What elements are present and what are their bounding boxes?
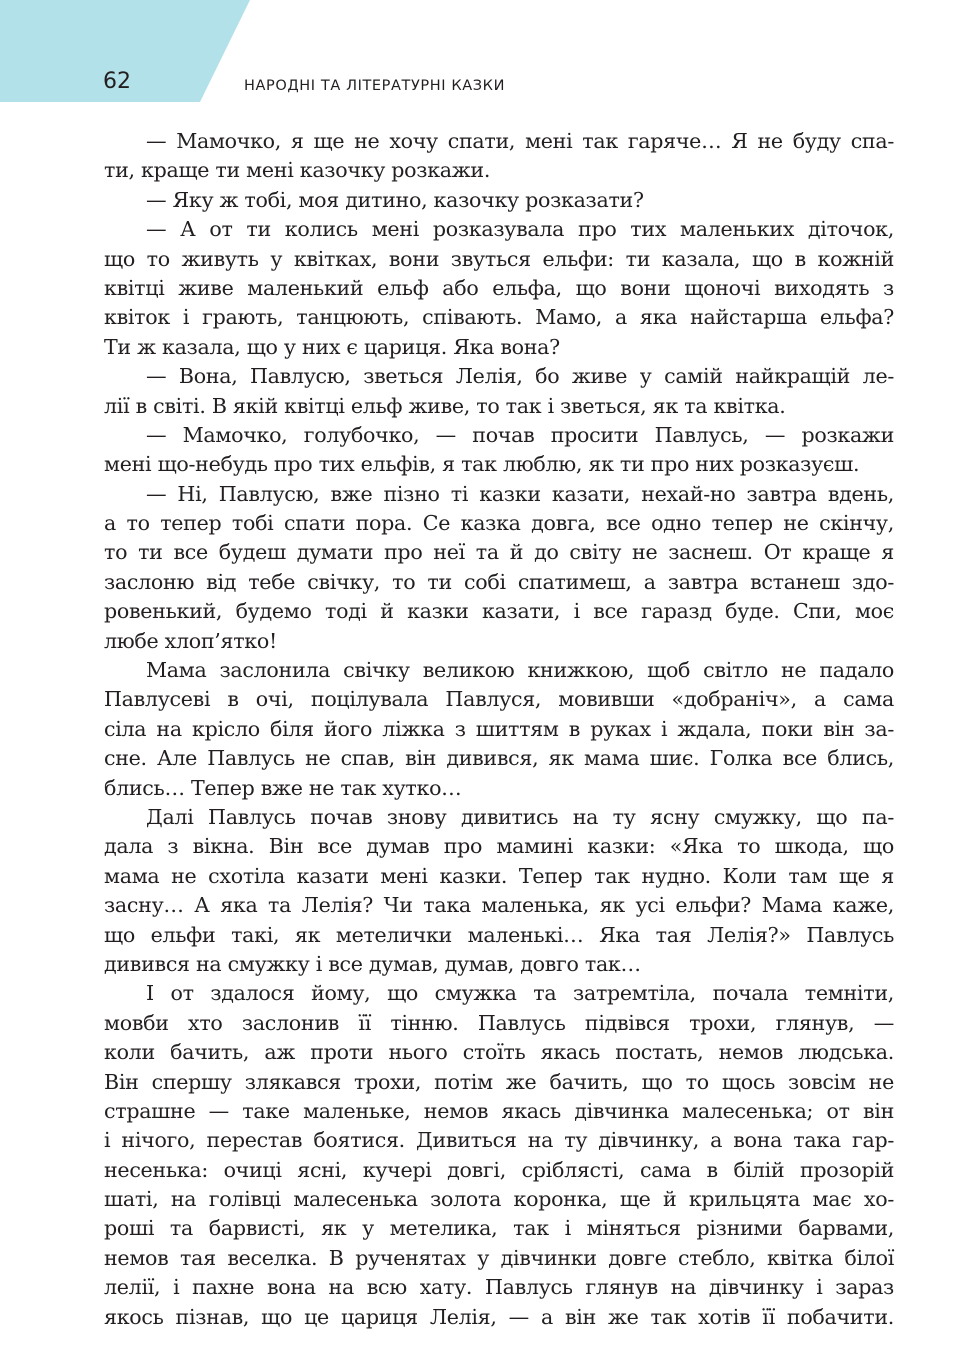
text-line: Ти ж казала, що у них є цариця. Яка вона? xyxy=(104,334,560,359)
text-line: квітці живе маленький ельф або ельфа, що вони щоночі виходять з xyxy=(104,275,894,300)
text-line: що ельфи такі, як метелички маленькі… Яка тая Лелія?» Павлусь xyxy=(104,922,894,947)
text-line: Мама заслонила свічку великою книжкою, щоб світло не падало xyxy=(146,658,894,683)
text-line: коли бачить, аж проти нього стоїть якась постать, немов людська. xyxy=(104,1040,894,1065)
text-line: мама не схотіла казати мені казки. Тепер так нудно. Коли там ще я xyxy=(104,863,894,888)
text-line: — А от ти колись мені розказувала про тих маленьких діточок, xyxy=(146,217,894,242)
text-line: що то живуть у квітках, вони звуться ельфи: ти казала, що в кожній xyxy=(104,246,894,271)
text-line: любе хлоп’ятко! xyxy=(104,628,277,653)
text-line: мовби хто заслонив її тінню. Павлусь підвівся трохи, глянув, — xyxy=(104,1010,894,1035)
text-line: квіток і грають, танцюють, співають. Мамо, а яка найстарша ельфа? xyxy=(104,305,894,330)
text-line: якось пізнав, що це цариця Лелія, — а він же так хотів її побачити. xyxy=(104,1304,894,1329)
text-line: Далі Павлусь почав знову дивитись на ту ясну смужку, що па- xyxy=(146,804,894,829)
text-line: — Мамочко, я ще не хочу спати, мені так гаряче… Я не буду спа- xyxy=(146,129,894,153)
text-line: Павлусеві в очі, поцілувала Павлуся, мовивши «добраніч», а сама xyxy=(104,687,894,712)
story-text xyxy=(104,127,894,1332)
text-line: страшне — таке маленьке, немов якась дівчинка малесенька; от він xyxy=(104,1098,894,1123)
text-line: а то тепер тобі спати пора. Се казка довга, все одно тепер не скінчу, xyxy=(104,511,894,536)
text-line: і нічого, перестав боятися. Дивиться на ту дівчинку, а вона така гар- xyxy=(104,1128,894,1153)
text-line: Він спершу злякався трохи, потім же бачить, що то щось зовсім не xyxy=(104,1069,894,1094)
text-line: — Ні, Павлусю, вже пізно ті казки казати, нехай-но завтра вдень, xyxy=(146,481,894,506)
page-number: 62 xyxy=(103,69,131,94)
text-line: — Яку ж тобі, моя дитино, казочку розказати? xyxy=(146,187,644,212)
text-line: — Мамочко, голубочко, — почав просити Павлусь, — розкажи xyxy=(146,422,894,447)
text-line: засну… А яка та Лелія? Чи така маленька, як усі ельфи? Мама каже, xyxy=(104,893,894,918)
text-line: шаті, на голівці малесенька золота коронка, ще й крильцята має хо- xyxy=(104,1187,894,1212)
text-line: ровенький, будемо тоді й казки казати, і все гаразд буде. Спи, моє xyxy=(104,599,894,624)
text-line: І от здалося йому, що смужка та затремтіла, почала темніти, xyxy=(146,981,894,1006)
text-line: заслоню від тебе свічку, то ти собі спатимеш, а завтра встанеш здо- xyxy=(104,569,894,594)
text-line: роші та барвисті, як у метелика, так і міняться різними барвами, xyxy=(104,1216,894,1241)
running-title: НАРОДНІ ТА ЛІТЕРАТУРНІ КАЗКИ xyxy=(244,78,506,94)
text-line: дивився на смужку і все думав, думав, довго так… xyxy=(104,951,641,976)
text-line: дала з вікна. Він все думав про мамині казки: «Яка то шкода, що xyxy=(104,834,894,859)
text-line: — Вона, Павлусю, зветься Лелія, бо живе у самій найкращій ле- xyxy=(146,364,894,389)
text-line: немов тая веселка. В рученятах у дівчинки довге стебло, квітка білої xyxy=(104,1245,894,1270)
text-line: сне. Але Павлусь не спав, він дивився, як мама шиє. Голка все блись, xyxy=(104,746,894,771)
text-line: блись… Тепер вже не так хутко… xyxy=(104,775,462,800)
text-line: лелії, і пахне вона на всю хату. Павлусь глянув на дівчинку і зараз xyxy=(104,1275,894,1300)
text-line: мені що-небудь про тих ельфів, я так люблю, як ти про них розказуєш. xyxy=(104,452,860,477)
text-line: то ти все будеш думати про неї та й до світу не заснеш. От краще я xyxy=(104,540,894,565)
text-line: лії в світі. В якій квітці ельф живе, то так і зветься, як та квітка. xyxy=(104,393,786,418)
text-line: несенька: очиці ясні, кучері довгі, сріблясті, сама в білій прозорій xyxy=(104,1157,894,1182)
text-line: ти, краще ти мені казочку розкажи. xyxy=(104,158,491,183)
text-line: сіла на крісло біля його ліжка з шиттям в руках і ждала, поки він за- xyxy=(104,716,894,741)
